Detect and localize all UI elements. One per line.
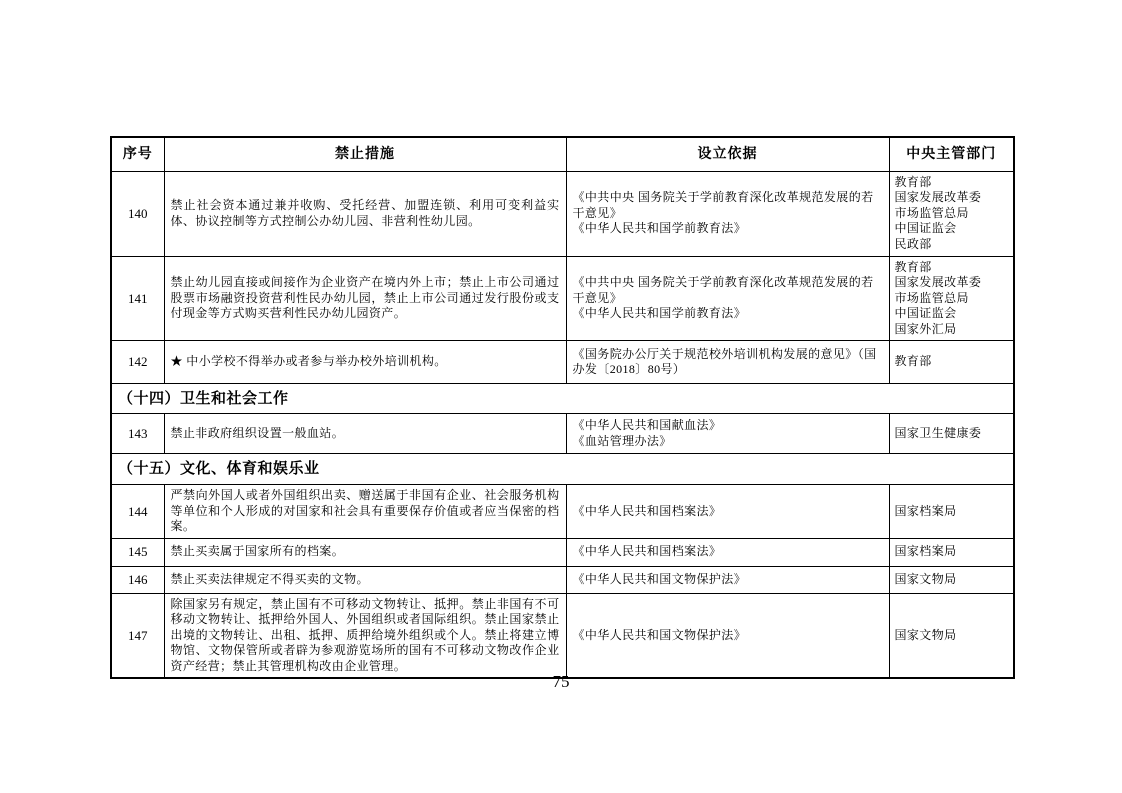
department-line: 国家卫生健康委 [894, 425, 982, 440]
measure-cell: 禁止买卖法律规定不得买卖的文物。 [164, 566, 566, 593]
row-number-cell: 141 [111, 256, 164, 341]
department-cell [889, 341, 1014, 384]
department-cell [889, 485, 1014, 539]
department-cell [889, 414, 1014, 454]
department-line: 市场监管总局 [894, 290, 969, 305]
prohibition-table [110, 136, 1015, 679]
basis-line: 《中华人民共和国文物保护法》 [572, 627, 747, 642]
department-line: 国家档案局 [894, 503, 957, 518]
basis-cell [566, 566, 889, 593]
measure-cell: 禁止社会资本通过兼并收购、受托经营、加盟连锁、利用可变利益实体、协议控制等方式控制公办幼儿园、非营利性幼儿园。 [164, 171, 566, 256]
basis-cell [566, 256, 889, 341]
measure-cell: 禁止非政府组织设置一般血站。 [164, 414, 566, 454]
department-line: 国家文物局 [894, 627, 957, 642]
table-body [111, 171, 1014, 678]
basis-line: 《中华人民共和国档案法》 [572, 544, 722, 559]
basis-line: 《中共中央 国务院关于学前教育深化改革规范发展的若干意见》 [572, 275, 874, 305]
basis-cell [566, 171, 889, 256]
section-title: （十五）文化、体育和娱乐业 [111, 454, 1014, 485]
row-number-cell: 142 [111, 341, 164, 384]
measure-cell: ★ 中小学校不得举办或者参与举办校外培训机构。 [164, 341, 566, 384]
basis-cell [566, 593, 889, 678]
department-cell [889, 256, 1014, 341]
measure-cell: 禁止幼儿园直接或间接作为企业资产在境内外上市；禁止上市公司通过股票市场融资投资营利性民办幼儿园，禁止上市公司通过发行股份或支付现金等方式购买营利性民办幼儿园资产。 [164, 256, 566, 341]
department-line: 国家外汇局 [894, 321, 957, 336]
table-row [111, 171, 1014, 256]
section-title: （十四）卫生和社会工作 [111, 384, 1014, 414]
basis-line: 《中华人民共和国学前教育法》 [572, 306, 747, 320]
basis-cell [566, 341, 889, 384]
department-line: 国家发展改革委 [894, 275, 982, 289]
department-line: 民政部 [894, 236, 932, 251]
col-header-measure: 禁止措施 [164, 137, 566, 171]
basis-line: 《中华人民共和国档案法》 [572, 503, 722, 518]
page-number: 75 [552, 672, 570, 691]
measure-cell: 严禁向外国人或者外国组织出卖、赠送属于非国有企业、社会服务机构等单位和个人形成的对国家和社会具有重要保存价值或者应当保密的档案。 [164, 485, 566, 539]
section-row [111, 384, 1014, 414]
basis-line: 《中共中央 国务院关于学前教育深化改革规范发展的若干意见》 [572, 190, 874, 220]
row-number-cell: 146 [111, 566, 164, 593]
table-row [111, 593, 1014, 678]
department-line: 国家文物局 [894, 571, 957, 586]
table-row [111, 256, 1014, 341]
measure-cell: 禁止买卖属于国家所有的档案。 [164, 538, 566, 566]
basis-line: 《国务院办公厅关于规范校外培训机构发展的意见》（国办发〔2018〕80号） [572, 346, 877, 376]
department-line: 教育部 [894, 354, 932, 369]
table-row [111, 414, 1014, 454]
row-number-cell: 145 [111, 538, 164, 566]
table-header [111, 137, 1014, 171]
basis-line: 《中华人民共和国学前教育法》 [572, 221, 747, 236]
basis-line: 《中华人民共和国献血法》 [572, 418, 722, 432]
department-cell [889, 593, 1014, 678]
row-number-cell: 147 [111, 593, 164, 678]
measure-cell: 除国家另有规定，禁止国有不可移动文物转让、抵押。禁止非国有不可移动文物转让、抵押给外国人、外国组织或者国际组织。禁止国家禁止出境的文物转让、出租、抵押、质押给境外组织或个人。禁止将建立博物馆、文物保管所或者辟为参观游览场所的国有不可移动文物改作企业资产经营；禁止其管理机构改由企业管理。 [164, 593, 566, 678]
department-line: 国家发展改革委 [894, 190, 982, 205]
basis-cell [566, 485, 889, 539]
table-row [111, 341, 1014, 384]
department-line: 教育部 [894, 259, 932, 274]
department-line: 教育部 [894, 174, 932, 189]
department-cell [889, 566, 1014, 593]
table-row [111, 538, 1014, 566]
basis-cell [566, 538, 889, 566]
department-line: 中国证监会 [894, 306, 957, 320]
section-row [111, 454, 1014, 485]
basis-line: 《中华人民共和国文物保护法》 [572, 571, 747, 586]
table-row [111, 485, 1014, 539]
department-line: 中国证监会 [894, 221, 957, 236]
col-header-index: 序号 [111, 137, 164, 171]
row-number-cell: 140 [111, 171, 164, 256]
basis-line: 《血站管理办法》 [572, 433, 672, 448]
col-header-basis: 设立依据 [566, 137, 889, 171]
row-number-cell: 144 [111, 485, 164, 539]
department-cell [889, 538, 1014, 566]
header-row [111, 137, 1014, 171]
col-header-department: 中央主管部门 [889, 137, 1014, 171]
basis-cell [566, 414, 889, 454]
department-cell [889, 171, 1014, 256]
department-line: 国家档案局 [894, 544, 957, 559]
row-number-cell: 143 [111, 414, 164, 454]
table-row [111, 566, 1014, 593]
department-line: 市场监管总局 [894, 205, 969, 220]
